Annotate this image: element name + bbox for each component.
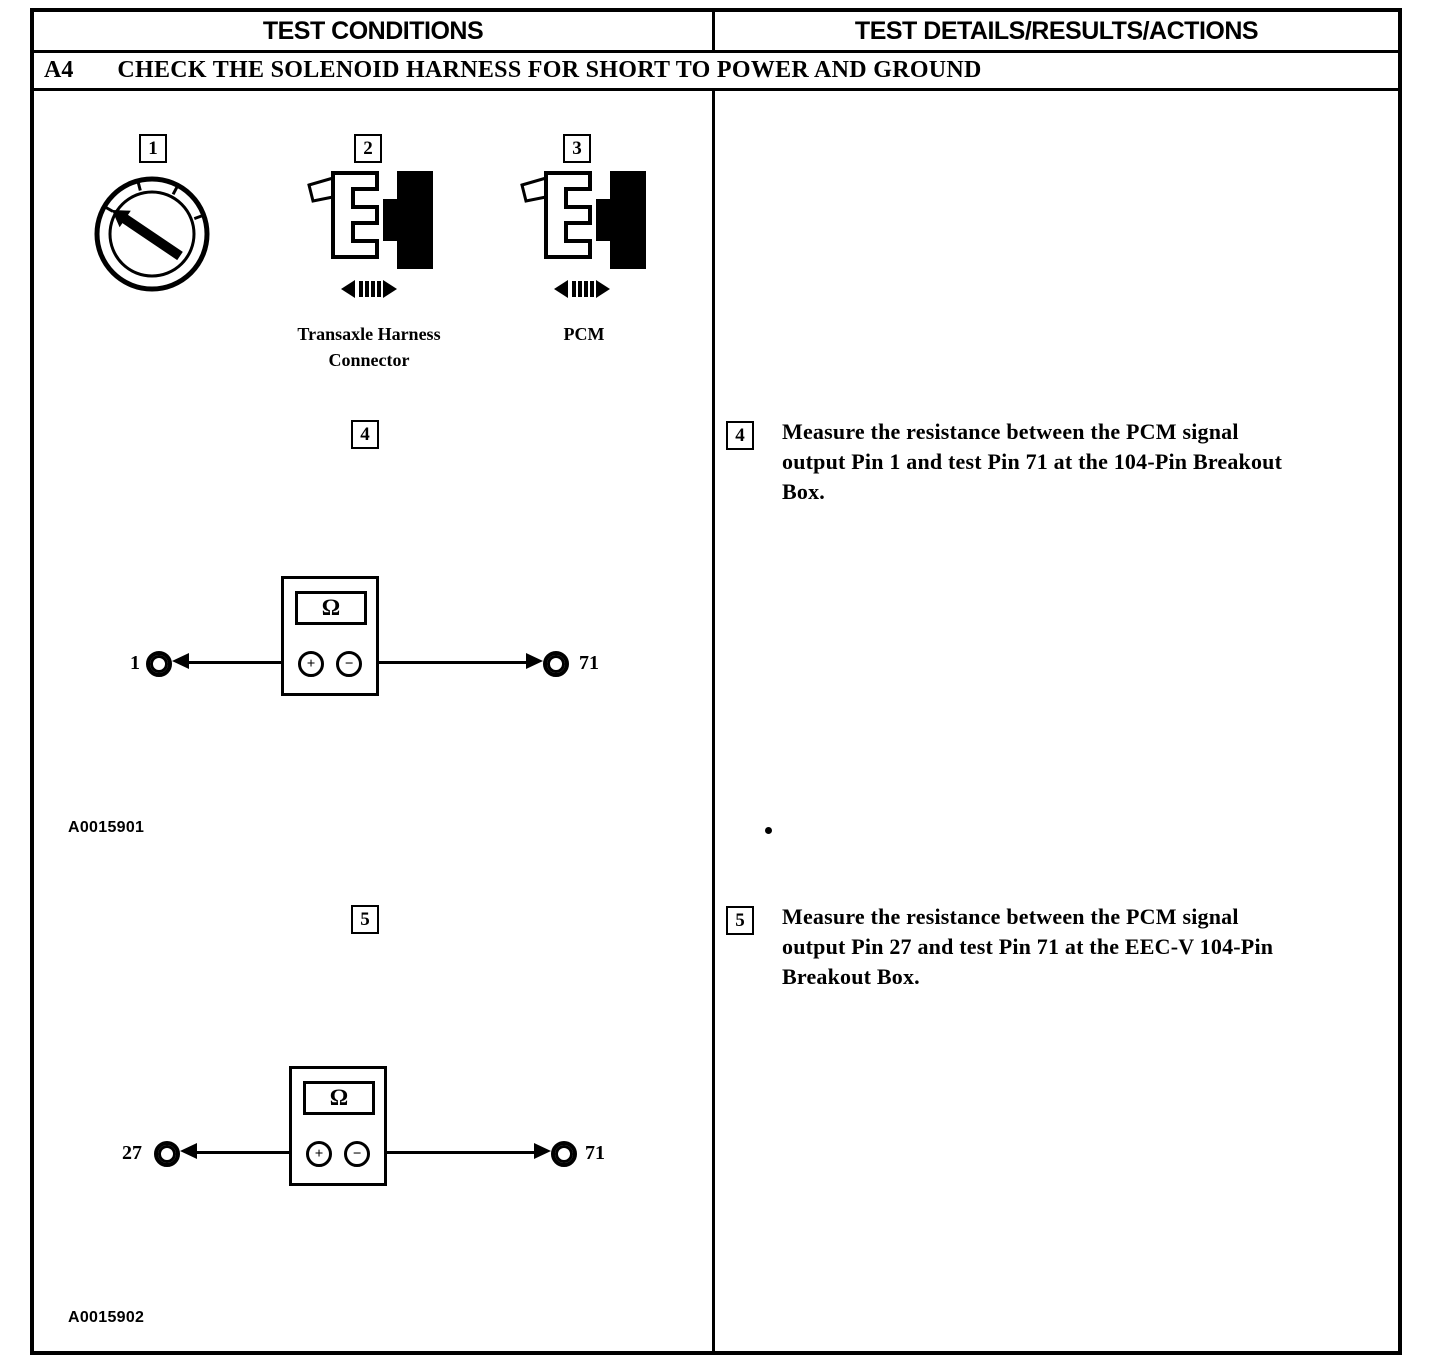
transaxle-harness-disconnect-icon bbox=[299, 169, 439, 309]
transaxle-harness-label-line-2: Connector bbox=[328, 350, 410, 370]
column-divider bbox=[712, 91, 715, 1351]
step-marker-2: 2 bbox=[354, 134, 382, 163]
step-4-line-2: output Pin 1 and test Pin 71 at the 104-Pin Breakout bbox=[782, 449, 1283, 474]
test-id: A4 bbox=[44, 57, 74, 83]
plus-terminal-1: + bbox=[298, 651, 324, 677]
step-marker-4-right: 4 bbox=[726, 421, 754, 450]
test-lead-left-2 bbox=[192, 1151, 289, 1154]
column-header-row bbox=[34, 12, 1398, 53]
test-lead-right-1 bbox=[379, 661, 527, 664]
lead-arrow-left-2 bbox=[180, 1143, 197, 1159]
test-lead-right-2 bbox=[387, 1151, 534, 1154]
minus-terminal-1: − bbox=[336, 651, 362, 677]
test-title-row bbox=[34, 53, 1398, 91]
plus-terminal-2: + bbox=[306, 1141, 332, 1167]
step-5-line-3: Breakout Box. bbox=[782, 964, 920, 989]
pin-label-27: 27 bbox=[122, 1142, 142, 1164]
lead-arrow-left-1 bbox=[172, 653, 189, 669]
figure-id-1: A0015901 bbox=[68, 819, 145, 836]
step-marker-4-left: 4 bbox=[351, 420, 379, 449]
step-marker-3: 3 bbox=[563, 134, 591, 163]
step-4-line-3: Box. bbox=[782, 479, 825, 504]
minus-terminal-2: − bbox=[344, 1141, 370, 1167]
header-test-conditions: TEST CONDITIONS bbox=[262, 16, 484, 45]
pin-label-1: 1 bbox=[130, 652, 140, 674]
transaxle-harness-label-line-1: Transaxle Harness bbox=[297, 324, 441, 344]
pin-label-71-b: 71 bbox=[585, 1142, 605, 1164]
step-4-line-1: Measure the resistance between the PCM signal bbox=[782, 419, 1239, 444]
step-5-instruction bbox=[782, 902, 1402, 992]
breakout-pin-27 bbox=[154, 1141, 180, 1167]
step-5-line-2: output Pin 27 and test Pin 71 at the EEC-V 104-Pin bbox=[782, 934, 1274, 959]
test-title: CHECK THE SOLENOID HARNESS FOR SHORT TO POWER AND GROUND bbox=[117, 57, 982, 83]
breakout-pin-71-b bbox=[551, 1141, 577, 1167]
header-test-details-results-actions: TEST DETAILS/RESULTS/ACTIONS bbox=[712, 12, 1398, 50]
pin-label-71-a: 71 bbox=[579, 652, 599, 674]
test-lead-left-1 bbox=[184, 661, 281, 664]
step-4-instruction bbox=[782, 417, 1402, 507]
step-5-line-1: Measure the resistance between the PCM signal bbox=[782, 904, 1239, 929]
ignition-key-off-icon bbox=[92, 174, 212, 294]
breakout-pin-1 bbox=[146, 651, 172, 677]
transaxle-harness-label bbox=[274, 321, 464, 373]
pcm-label: PCM bbox=[563, 324, 605, 344]
ohm-symbol-1: Ω bbox=[295, 591, 367, 625]
ohmmeter-2 bbox=[289, 1066, 387, 1186]
ohmmeter-1 bbox=[281, 576, 379, 696]
breakout-pin-71-a bbox=[543, 651, 569, 677]
ohm-symbol-2: Ω bbox=[303, 1081, 375, 1115]
step-marker-5-left: 5 bbox=[351, 905, 379, 934]
table-body bbox=[34, 91, 1398, 1351]
bullet-dot bbox=[765, 827, 772, 834]
figure-id-2: A0015902 bbox=[68, 1309, 145, 1326]
pinpoint-test-table bbox=[30, 8, 1402, 1355]
step-marker-1: 1 bbox=[139, 134, 167, 163]
pcm-disconnect-icon bbox=[512, 169, 652, 309]
step-marker-5-right: 5 bbox=[726, 906, 754, 935]
lead-arrow-right-1 bbox=[526, 653, 543, 669]
lead-arrow-right-2 bbox=[534, 1143, 551, 1159]
